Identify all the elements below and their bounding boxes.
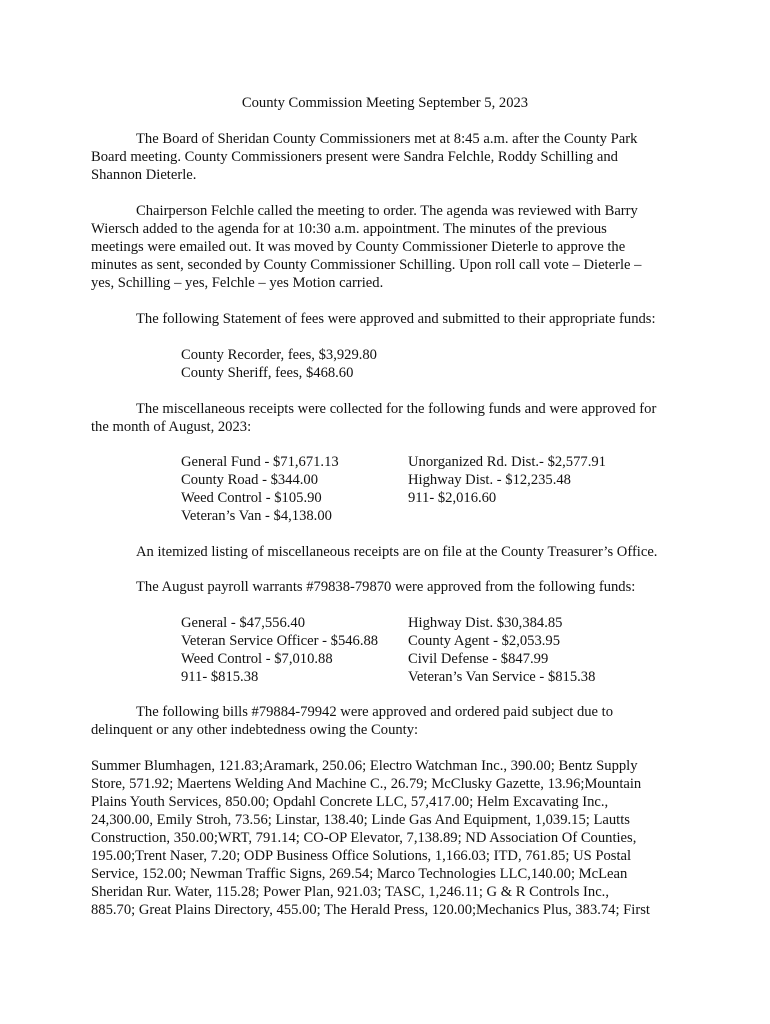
- payroll-item: General - $47,556.40: [181, 615, 306, 631]
- itemized-note: An itemized listing of miscellaneous receipts are on file at the County Treasurer’s Office.: [136, 544, 658, 560]
- bills-list-line: Sheridan Rur. Water, 115.28; Power Plan, 921.03; TASC, 1,246.11; G & R Controls Inc.,: [91, 884, 609, 900]
- receipts-intro-line: the month of August, 2023:: [91, 419, 252, 435]
- bills-list-line: Plains Youth Services, 850.00; Opdahl Concrete LLC, 57,417.00; Helm Excavating Inc.,: [91, 794, 609, 810]
- payroll-item: County Agent - $2,053.95: [408, 633, 561, 649]
- call-to-order-paragraph-line: yes, Schilling – yes, Felchle – yes Motion carried.: [91, 275, 384, 291]
- bills-list-line: Summer Blumhagen, 121.83;Aramark, 250.06; Electro Watchman Inc., 390.00; Bentz Supply: [91, 758, 638, 774]
- payroll-item: Civil Defense - $847.99: [408, 651, 549, 667]
- payroll-item: Veteran Service Officer - $546.88: [181, 633, 379, 649]
- receipt-item: Unorganized Rd. Dist.- $2,577.91: [408, 454, 606, 470]
- payroll-intro: The August payroll warrants #79838-79870 were approved from the following funds:: [136, 579, 636, 595]
- receipt-item: Highway Dist. - $12,235.48: [408, 472, 571, 488]
- call-to-order-paragraph-line: meetings were emailed out. It was moved by County Commissioner Dieterle to approve the: [91, 239, 626, 255]
- call-to-order-paragraph-line: Wiersch added to the agenda for at 10:30 a.m. appointment. The minutes of the previous: [91, 221, 607, 237]
- payroll-item: 911- $815.38: [181, 669, 259, 685]
- fee-item: County Sheriff, fees, $468.60: [181, 365, 354, 381]
- bills-list-line: Service, 152.00; Newman Traffic Signs, 269.54; Marco Technologies LLC,140.00; McLean: [91, 866, 628, 882]
- call-to-order-paragraph-line: Chairperson Felchle called the meeting to order. The agenda was reviewed with Barry: [136, 203, 638, 219]
- attendance-paragraph-line: The Board of Sheridan County Commissioners met at 8:45 a.m. after the County Park: [136, 131, 638, 147]
- bills-list-line: 195.00;Trent Naser, 7.20; ODP Business Office Solutions, 1,166.03; ITD, 761.85; US Postal: [91, 848, 632, 864]
- document-title: County Commission Meeting September 5, 2023: [241, 95, 529, 111]
- receipt-item: Veteran’s Van - $4,138.00: [181, 508, 332, 524]
- bills-list-line: 885.70; Great Plains Directory, 455.00; The Herald Press, 120.00;Mechanics Plus, 383.74; First: [91, 902, 650, 918]
- payroll-item: Weed Control - $7,010.88: [181, 651, 333, 667]
- payroll-item: Veteran’s Van Service - $815.38: [408, 669, 596, 685]
- receipt-item: General Fund - $71,671.13: [181, 454, 339, 470]
- bills-list-line: Store, 571.92; Maertens Welding And Machine C., 26.79; McClusky Gazette, 13.96;Mountain: [91, 776, 642, 792]
- bills-list-line: Construction, 350.00;WRT, 791.14; CO-OP Elevator, 7,138.89; ND Association Of Counties,: [91, 830, 637, 846]
- fee-item: County Recorder, fees, $3,929.80: [181, 347, 377, 363]
- attendance-paragraph-line: Board meeting. County Commissioners present were Sandra Felchle, Roddy Schilling and: [91, 149, 618, 165]
- receipt-item: 911- $2,016.60: [408, 490, 497, 506]
- attendance-paragraph-line: Shannon Dieterle.: [91, 167, 197, 183]
- bills-intro-line: The following bills #79884-79942 were approved and ordered paid subject due to: [136, 704, 614, 720]
- receipt-item: Weed Control - $105.90: [181, 490, 322, 506]
- receipts-intro-line: The miscellaneous receipts were collected for the following funds and were approved for: [136, 401, 657, 417]
- fees-intro: The following Statement of fees were approved and submitted to their appropriate funds:: [136, 311, 656, 327]
- bills-list-line: 24,300.00, Emily Stroh, 73.56; Linstar, 138.40; Linde Gas And Equipment, 1,039.15; Lautts: [91, 812, 630, 828]
- bills-intro-line: delinquent or any other indebtedness owing the County:: [91, 722, 419, 738]
- call-to-order-paragraph-line: minutes as sent, seconded by County Commissioner Schilling. Upon roll call vote – Dieterle –: [91, 257, 642, 273]
- payroll-item: Highway Dist. $30,384.85: [408, 615, 563, 631]
- receipt-item: County Road - $344.00: [181, 472, 319, 488]
